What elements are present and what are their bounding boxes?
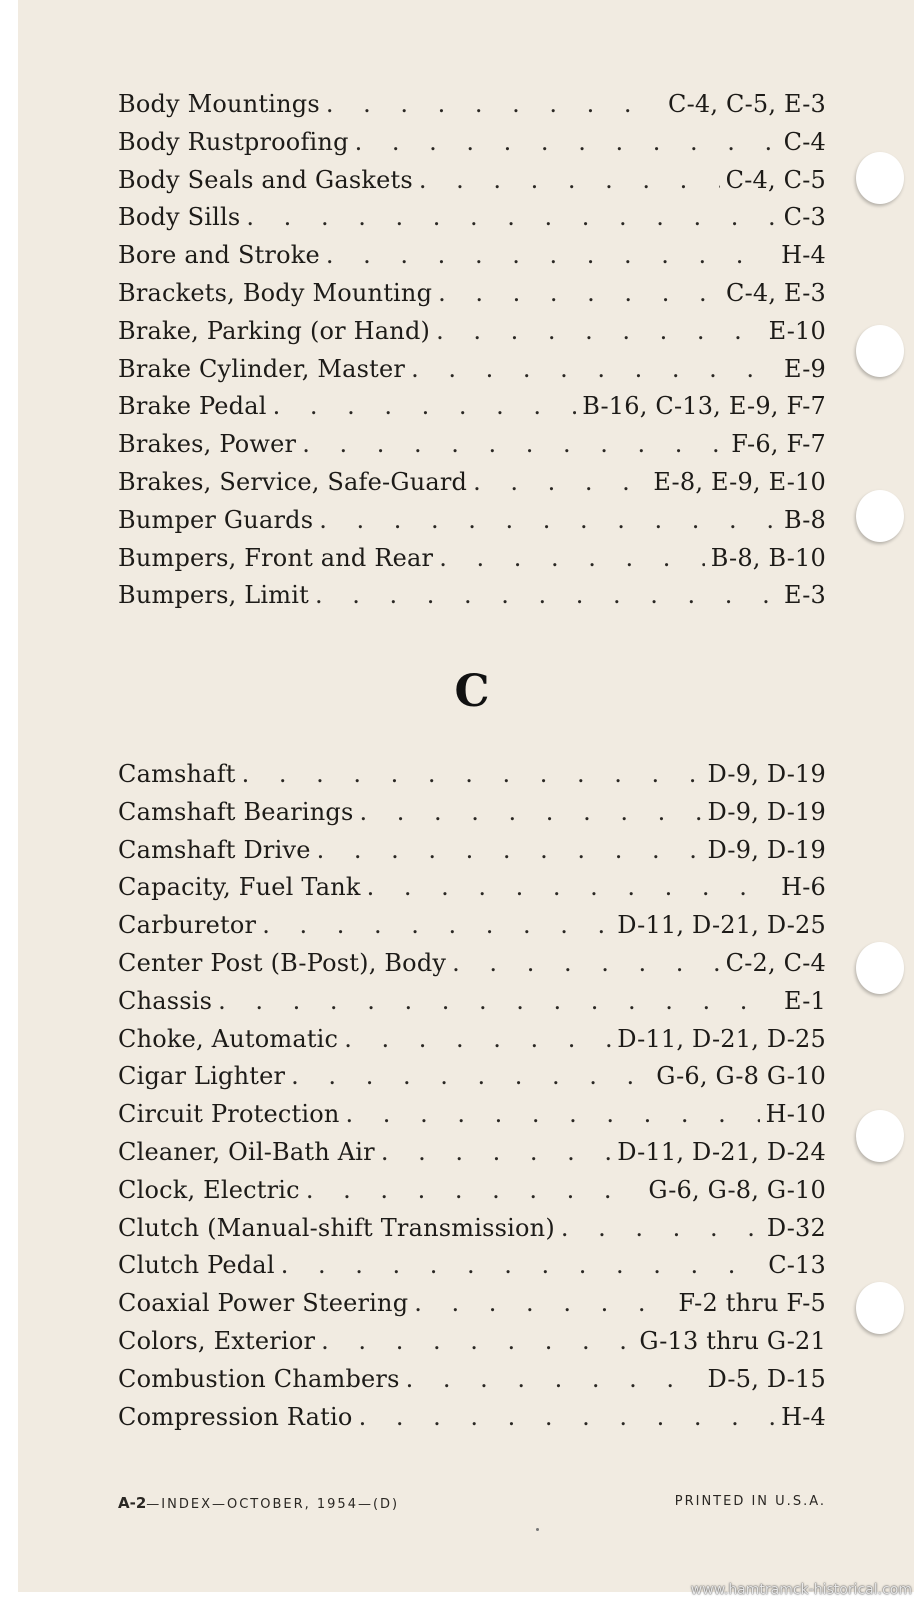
section-c-entry xyxy=(118,1210,826,1248)
section-c-entry xyxy=(118,945,826,983)
page-footer xyxy=(118,1494,826,1512)
binder-hole xyxy=(856,942,904,994)
section-c-entry xyxy=(118,1323,826,1361)
entry-label: Capacity, Fuel Tank xyxy=(118,873,361,902)
entry-label: Brake Pedal xyxy=(118,392,267,421)
dot-leader xyxy=(273,388,577,426)
footer-printed: PRINTED IN U.S.A. xyxy=(674,1494,826,1509)
section-b-entry xyxy=(118,577,826,615)
entry-pages: G-6, G-8 G-10 xyxy=(656,1062,826,1091)
entry-pages: E-10 xyxy=(768,316,826,345)
dot-leader xyxy=(561,1210,761,1248)
binder-hole xyxy=(856,325,904,377)
section-b-entry xyxy=(118,464,826,502)
entry-pages: B-16, C-13, E-9, F-7 xyxy=(582,392,826,421)
entry-pages: B-8 xyxy=(783,505,826,534)
section-c-entry xyxy=(118,794,826,832)
dot-leader xyxy=(346,1096,760,1134)
section-b-entry xyxy=(118,162,826,200)
dot-leader xyxy=(414,1285,672,1323)
binder-hole xyxy=(856,152,904,204)
section-b-entry xyxy=(118,124,826,162)
dot-leader xyxy=(381,1134,611,1172)
dot-leader xyxy=(281,1247,762,1285)
section-c-entry xyxy=(118,1172,826,1210)
section-c-entry xyxy=(118,907,826,945)
entry-pages: D-9, D-19 xyxy=(707,797,826,826)
section-c-entry xyxy=(118,869,826,907)
entry-label: Body Rustproofing xyxy=(118,127,349,156)
section-c-entry xyxy=(118,1058,826,1096)
entry-pages: H-10 xyxy=(765,1100,826,1129)
dot-leader xyxy=(436,313,763,351)
entry-label: Body Seals and Gaskets xyxy=(118,165,413,194)
entry-pages: C-13 xyxy=(768,1251,826,1280)
dot-leader xyxy=(326,86,662,124)
entry-pages: B-8, B-10 xyxy=(710,543,826,572)
entry-label: Clock, Electric xyxy=(118,1175,300,1204)
section-b-entry xyxy=(118,388,826,426)
entry-label: Choke, Automatic xyxy=(118,1024,339,1053)
dot-leader xyxy=(411,351,778,389)
entry-label: Camshaft Drive xyxy=(118,835,311,864)
entry-pages: C-4, E-3 xyxy=(726,278,826,307)
binder-hole xyxy=(856,1110,904,1162)
footer-page-id: A-2 xyxy=(118,1494,147,1512)
dot-leader xyxy=(317,832,702,870)
entry-pages: C-4, C-5, E-3 xyxy=(668,90,826,118)
entry-label: Cleaner, Oil-Bath Air xyxy=(118,1137,375,1166)
dot-leader xyxy=(326,237,775,275)
entry-pages: D-32 xyxy=(766,1213,826,1242)
section-b-entry xyxy=(118,540,826,578)
entry-pages: C-3 xyxy=(783,203,826,232)
entry-label: Clutch Pedal xyxy=(118,1251,275,1280)
entry-pages: C-2, C-4 xyxy=(725,948,826,977)
section-c-entry xyxy=(118,756,826,794)
entry-pages: C-4, C-5 xyxy=(725,165,826,194)
entry-pages: H-4 xyxy=(781,1402,826,1431)
entry-label: Cigar Lighter xyxy=(118,1062,286,1091)
dot-leader xyxy=(438,275,720,313)
dot-leader xyxy=(452,945,719,983)
entry-pages: E-9 xyxy=(784,354,826,383)
entry-label: Brake, Parking (or Hand) xyxy=(118,316,431,345)
entry-label: Combustion Chambers xyxy=(118,1364,400,1393)
entry-pages: E-8, E-9, E-10 xyxy=(653,467,826,496)
dot-leader xyxy=(315,577,778,615)
dot-leader xyxy=(367,869,775,907)
entry-label: Bumpers, Limit xyxy=(118,581,309,610)
section-b-entry xyxy=(118,351,826,389)
entry-label: Bumpers, Front and Rear xyxy=(118,543,434,572)
binder-hole xyxy=(856,1282,904,1334)
section-b-entry xyxy=(118,199,826,237)
entry-pages: G-6, G-8, G-10 xyxy=(648,1175,826,1204)
section-c-entry xyxy=(118,1399,826,1437)
section-c-heading: C xyxy=(454,666,490,717)
section-b-entry xyxy=(118,86,826,124)
entry-label: Circuit Protection xyxy=(118,1100,340,1129)
section-b-entry xyxy=(118,313,826,351)
dot-leader xyxy=(218,983,778,1021)
entry-pages: D-9, D-19 xyxy=(707,835,826,864)
section-c-entry xyxy=(118,983,826,1021)
dot-leader xyxy=(306,1172,643,1210)
binding-edge xyxy=(0,0,18,1592)
section-c-entry xyxy=(118,832,826,870)
dot-leader xyxy=(302,426,725,464)
entry-label: Camshaft xyxy=(118,760,236,788)
dot-leader xyxy=(321,1323,633,1361)
dot-leader xyxy=(473,464,647,502)
dot-leader xyxy=(246,199,777,237)
section-b-entry xyxy=(118,502,826,540)
entry-label: Bore and Stroke xyxy=(118,241,320,270)
entry-label: Brakes, Service, Safe-Guard xyxy=(118,467,468,496)
entry-label: Carburetor xyxy=(118,911,257,940)
entry-label: Center Post (B-Post), Body xyxy=(118,948,447,977)
dot-leader xyxy=(359,1399,776,1437)
entry-pages: D-5, D-15 xyxy=(707,1364,826,1393)
footer-info: —INDEX—OCTOBER, 1954—(D) xyxy=(146,1497,400,1512)
section-b-entry xyxy=(118,275,826,313)
section-c-entries xyxy=(118,756,826,1436)
entry-pages: H-4 xyxy=(781,241,826,270)
entry-pages: D-11, D-21, D-24 xyxy=(617,1137,826,1166)
entry-pages: C-4 xyxy=(783,127,826,156)
section-c-entry xyxy=(118,1096,826,1134)
dot-leader xyxy=(360,794,702,832)
entry-pages: G-13 thru G-21 xyxy=(639,1326,826,1355)
dot-leader xyxy=(242,756,702,794)
dot-leader xyxy=(344,1021,611,1059)
section-c-entry xyxy=(118,1021,826,1059)
entry-label: Coaxial Power Steering xyxy=(118,1289,409,1318)
entry-pages: D-11, D-21, D-25 xyxy=(617,1024,826,1053)
section-b-entries xyxy=(118,86,826,615)
dot-leader xyxy=(439,540,705,578)
entry-label: Colors, Exterior xyxy=(118,1326,316,1355)
print-speck xyxy=(536,1528,539,1531)
entry-pages: E-1 xyxy=(784,986,826,1015)
section-c-entry xyxy=(118,1247,826,1285)
entry-pages: H-6 xyxy=(781,873,826,902)
dot-leader xyxy=(406,1361,702,1399)
entry-label: Brakes, Power xyxy=(118,430,297,459)
entry-label: Chassis xyxy=(118,986,213,1015)
entry-label: Body Mountings xyxy=(118,90,320,118)
entry-pages: F-2 thru F-5 xyxy=(678,1289,826,1318)
entry-pages: D-11, D-21, D-25 xyxy=(617,911,826,940)
dot-leader xyxy=(419,162,720,200)
entry-label: Compression Ratio xyxy=(118,1402,353,1431)
entry-label: Brackets, Body Mounting xyxy=(118,278,433,307)
section-c-entry xyxy=(118,1285,826,1323)
entry-label: Bumper Guards xyxy=(118,505,314,534)
dot-leader xyxy=(262,907,611,945)
dot-leader xyxy=(319,502,778,540)
entry-label: Body Sills xyxy=(118,203,241,232)
entry-pages: F-6, F-7 xyxy=(731,430,826,459)
entry-pages: D-9, D-19 xyxy=(707,760,826,788)
section-b-entry xyxy=(118,426,826,464)
dot-leader xyxy=(355,124,778,162)
entry-label: Clutch (Manual-shift Transmission) xyxy=(118,1213,555,1242)
section-c-entry xyxy=(118,1134,826,1172)
footer-left xyxy=(118,1494,399,1512)
section-b-entry xyxy=(118,237,826,275)
entry-label: Camshaft Bearings xyxy=(118,797,354,826)
entry-pages: E-3 xyxy=(784,581,826,610)
entry-label: Brake Cylinder, Master xyxy=(118,354,406,383)
watermark: www.hamtramck-historical.com xyxy=(690,1582,912,1598)
binder-hole xyxy=(856,490,904,542)
dot-leader xyxy=(291,1058,650,1096)
section-c-entry xyxy=(118,1361,826,1399)
